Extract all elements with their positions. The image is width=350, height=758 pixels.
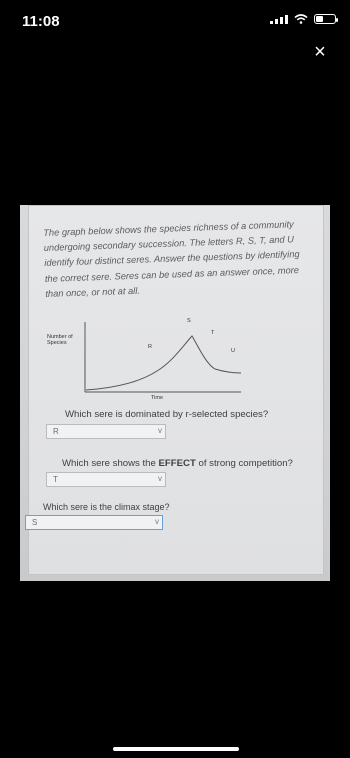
intro-text: The graph below shows the species richness of a community undergoing secondary succession. The letters R, S, T, and U identify four distinct seres. Answer the questions by identifying the correct sere. Seres can be used as an answer once, more than once, or not at all. <box>43 219 300 299</box>
graph-ylabel: Number of Species <box>47 334 73 346</box>
question-2-dropdown[interactable] <box>46 472 166 487</box>
question-2-selected: T <box>53 475 58 484</box>
status-icons <box>270 14 336 24</box>
question-3-selected: S <box>32 518 38 527</box>
chevron-down-icon: v <box>158 474 162 483</box>
wifi-icon <box>294 14 308 24</box>
succession-graph <box>45 314 245 402</box>
question-1-text: Which sere is dominated by r-selected species? <box>65 409 269 420</box>
battery-icon <box>314 14 336 24</box>
status-time: 11:08 <box>22 13 60 30</box>
question-1-selected: R <box>53 427 59 436</box>
sere-label-u: U <box>231 348 235 354</box>
question-2-text-bold: EFFECT <box>158 458 196 469</box>
close-button[interactable]: × <box>314 40 326 63</box>
question-2-text <box>62 458 293 469</box>
cellular-signal-icon <box>270 14 288 24</box>
graph-xlabel: Time <box>151 395 164 401</box>
question-card <box>28 205 324 575</box>
chevron-down-icon: v <box>155 517 159 526</box>
home-indicator[interactable] <box>113 747 239 751</box>
question-3-text: Which sere is the climax stage? <box>43 502 170 512</box>
photo-viewer <box>20 205 330 581</box>
question-3-dropdown[interactable] <box>25 515 163 530</box>
graph-axes-curve <box>45 314 245 402</box>
sere-label-s: S <box>187 318 191 324</box>
sere-label-r: R <box>148 344 152 350</box>
question-1-dropdown[interactable] <box>46 424 166 439</box>
question-2-text-pre: Which sere shows the <box>62 458 159 469</box>
sere-label-t: T <box>211 330 215 336</box>
question-2-text-post: of strong competition? <box>195 458 293 469</box>
chevron-down-icon: v <box>158 426 162 435</box>
